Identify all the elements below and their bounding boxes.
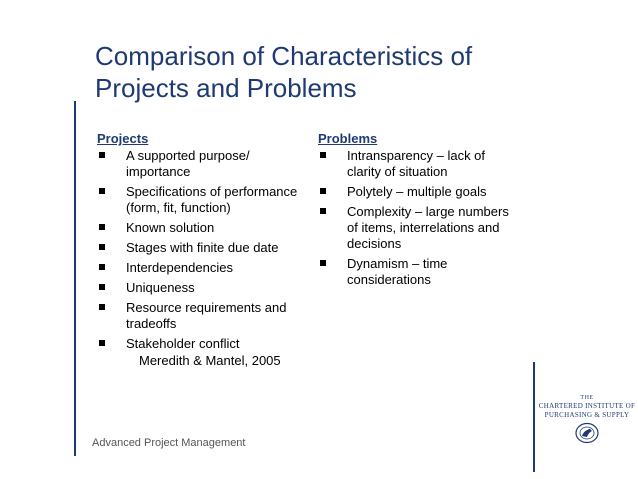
list-item [318,256,518,288]
list-item-text: Intransparency – lack of clarity of situation [347,148,486,179]
list-item-text: Polytely – multiple goals [347,184,487,199]
problems-column [318,131,518,292]
footer-text: Advanced Project Management [92,437,246,449]
list-item [97,336,307,352]
left-vertical-rule [74,101,76,456]
cips-emblem-icon [574,422,600,444]
problems-list [318,148,518,288]
cips-logo [538,395,636,444]
projects-list [97,148,307,352]
square-bullet-icon [320,260,326,266]
list-item-text: A supported purpose/ importance [126,148,250,179]
right-vertical-rule [533,362,535,472]
list-item [97,300,307,332]
slide-title: Comparison of Characteristics of Projects and Problems [95,41,473,103]
square-bullet-icon [99,304,105,310]
square-bullet-icon [99,284,105,290]
square-bullet-icon [320,152,326,158]
list-item [97,240,307,256]
square-bullet-icon [320,208,326,214]
list-item-text: Uniqueness [126,280,195,295]
list-item [97,184,307,216]
logo-line-institute: CHARTERED INSTITUTE OF [538,402,636,410]
list-item [318,148,518,180]
list-item [97,280,307,296]
logo-line-purchasing: PURCHASING & SUPPLY [544,411,630,419]
list-item-text: Resource requirements and tradeoffs [126,300,287,331]
problems-heading: Problems [318,131,378,146]
list-item [318,184,518,200]
list-item-text: Interdependencies [126,260,233,275]
projects-heading: Projects [97,131,149,146]
list-item [97,148,307,180]
list-item [97,260,307,276]
square-bullet-icon [320,188,326,194]
square-bullet-icon [99,244,105,250]
square-bullet-icon [99,264,105,270]
list-item-text: Specifications of performance (form, fit, function) [126,184,298,215]
square-bullet-icon [99,188,105,194]
square-bullet-icon [99,340,105,346]
square-bullet-icon [99,152,105,158]
list-item-text: Dynamism – time considerations [347,256,448,287]
square-bullet-icon [99,224,105,230]
list-item-text: Complexity – large numbers of items, interrelations and decisions [347,204,509,251]
list-item-text: Stakeholder conflict [126,336,240,351]
list-item [97,220,307,236]
projects-column [97,131,307,369]
logo-line-the: THE [580,395,594,401]
citation: Meredith & Mantel, 2005 [139,353,281,368]
list-item [318,204,518,252]
list-item-text: Known solution [126,220,215,235]
list-item-text: Stages with finite due date [126,240,279,255]
